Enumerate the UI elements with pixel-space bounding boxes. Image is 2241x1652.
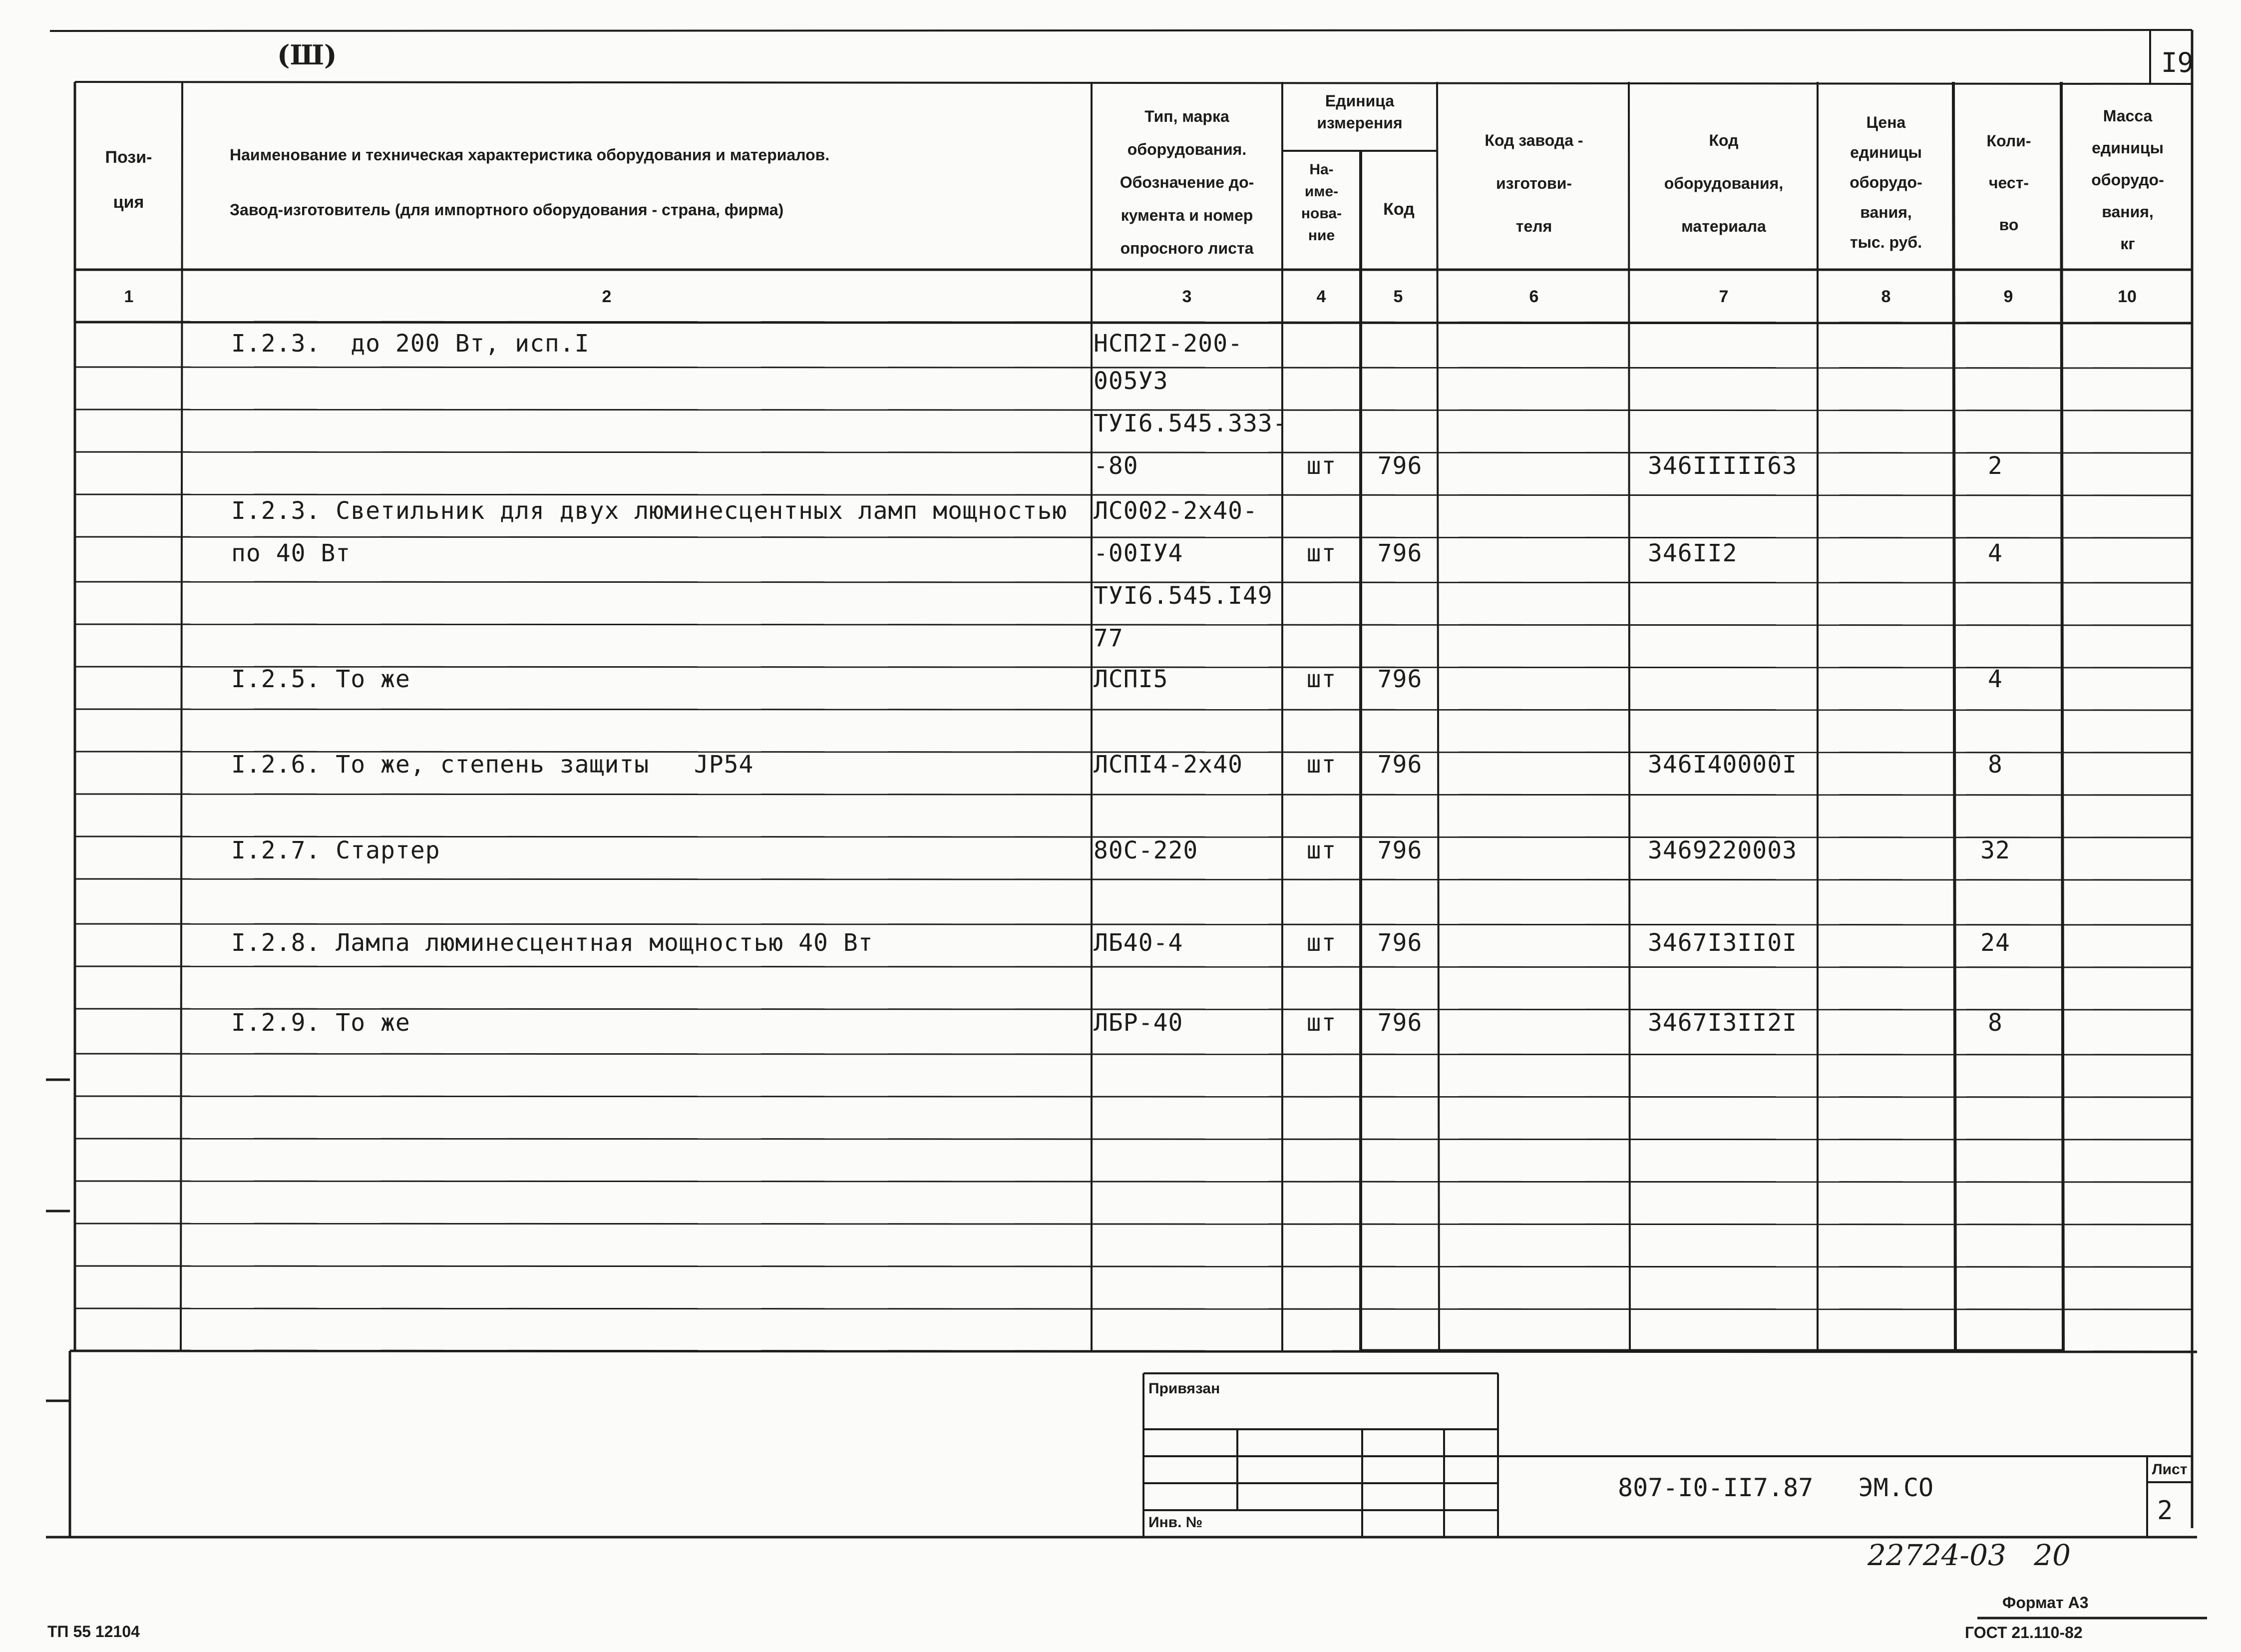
cell-equipment-code: 346I40000I bbox=[1648, 751, 1797, 779]
cell-code: 796 bbox=[1377, 539, 1423, 567]
header-factory-code: Код завода - изготови- теля bbox=[1485, 131, 1583, 235]
print-code: ТП 55 12104 bbox=[47, 1623, 140, 1641]
cell-name: I.2.6. То же, степень защиты ЈР54 bbox=[231, 751, 754, 779]
cell-quantity: 4 bbox=[1988, 665, 2003, 693]
cell-unit: шт bbox=[1306, 751, 1337, 779]
document-designation: 807-I0-II7.87 ЭМ.СО bbox=[1618, 1473, 1934, 1502]
cell-equipment-code: 3467I3II0I bbox=[1648, 929, 1797, 957]
header-position: Пози- ция bbox=[105, 148, 152, 212]
cell-quantity: 8 bbox=[1988, 751, 2003, 779]
gost-label: ГОСТ 21.110-82 bbox=[1965, 1624, 2083, 1642]
cell-code: 796 bbox=[1377, 452, 1423, 480]
cell-name: I.2.5. То же bbox=[231, 665, 410, 693]
stamp-bound-label: Привязан bbox=[1148, 1380, 1220, 1397]
cell-equipment-code: 3469220003 bbox=[1648, 836, 1797, 864]
column-number: 1 bbox=[124, 287, 134, 306]
column-number: 8 bbox=[1881, 287, 1891, 306]
header-name: Наименование и техническая характеристика оборудования и материалов. Завод-изготовитель (для импортного оборудования - страна, фирма) bbox=[230, 146, 830, 219]
cell-type: ЛСПI4-2х40 bbox=[1094, 751, 1243, 779]
header-type: Тип, марка оборудования. Обозначение до- кумента и номер опросного листа bbox=[1120, 107, 1254, 257]
cell-type: ЛБР-40 bbox=[1094, 1009, 1183, 1037]
cell-unit: шт bbox=[1306, 929, 1337, 957]
cell-name: I.2.8. Лампа люминесцентная мощностью 40 Вт bbox=[231, 929, 873, 957]
cell-quantity: 8 bbox=[1988, 1009, 2003, 1037]
cell-unit: шт bbox=[1306, 665, 1337, 693]
column-number: 5 bbox=[1393, 287, 1403, 306]
cell-unit: шт bbox=[1306, 539, 1337, 567]
cell-equipment-code: 346IIIII63 bbox=[1648, 452, 1797, 480]
cell-code: 796 bbox=[1377, 929, 1423, 957]
cell-type: 80С-220 bbox=[1094, 836, 1198, 864]
cell-quantity: 4 bbox=[1988, 539, 2003, 567]
cell-name: по 40 Вт bbox=[231, 539, 351, 567]
column-number: 2 bbox=[602, 287, 612, 306]
header-unit-mass: Масса единицы оборудо- вания, кг bbox=[2091, 107, 2164, 253]
cell-type: 005У3 bbox=[1094, 367, 1168, 395]
header-quantity: Коли- чест- во bbox=[1986, 132, 2031, 234]
column-number: 7 bbox=[1719, 287, 1729, 306]
cell-equipment-code: 3467I3II2I bbox=[1648, 1009, 1797, 1037]
cell-quantity: 32 bbox=[1980, 836, 2010, 864]
cell-unit: шт bbox=[1306, 1009, 1337, 1037]
cell-quantity: 2 bbox=[1988, 452, 2003, 480]
cell-name: I.2.7. Стартер bbox=[231, 836, 440, 864]
header-unit-name: На- име- нова- ние bbox=[1301, 161, 1342, 244]
cell-type: ЛБ40-4 bbox=[1094, 929, 1183, 957]
cell-type: 77 bbox=[1094, 624, 1123, 652]
column-number: 10 bbox=[2118, 287, 2137, 306]
section-mark: (Ш) bbox=[277, 39, 337, 71]
cell-code: 796 bbox=[1377, 836, 1423, 864]
cell-name: I.2.3. до 200 Вт, исп.I bbox=[231, 330, 590, 358]
cell-unit: шт bbox=[1306, 452, 1337, 480]
column-number: 6 bbox=[1529, 287, 1539, 306]
format-label: Формат А3 bbox=[2002, 1594, 2089, 1612]
stamp-inv-label: Инв. № bbox=[1148, 1514, 1203, 1531]
header-equipment-code: Код оборудования, материала bbox=[1664, 131, 1784, 235]
header-unit-price: Цена единицы оборудо- вания, тыс. руб. bbox=[1850, 113, 1922, 251]
sheet-corner-number: I9 bbox=[2161, 47, 2194, 78]
cell-code: 796 bbox=[1377, 1009, 1423, 1037]
cell-type: ТУI6.545.I49 bbox=[1094, 582, 1273, 610]
handwritten-number: 22724-03 20 bbox=[1868, 1538, 2071, 1572]
column-number: 9 bbox=[2003, 287, 2013, 306]
cell-unit: шт bbox=[1306, 836, 1337, 864]
cell-type: -80 bbox=[1094, 452, 1138, 480]
cell-type: ЛСПI5 bbox=[1094, 665, 1168, 693]
cell-type: ТУI6.545.333- bbox=[1094, 410, 1288, 437]
column-number: 4 bbox=[1316, 287, 1326, 306]
cell-name: I.2.3. Светильник для двух люминесцентных ламп мощностью bbox=[231, 497, 1068, 525]
cell-equipment-code: 346II2 bbox=[1648, 539, 1738, 567]
sheet-label: Лист bbox=[2152, 1461, 2188, 1478]
cell-type: ЛС002-2х40- bbox=[1094, 497, 1258, 525]
cell-quantity: 24 bbox=[1980, 929, 2010, 957]
cell-code: 796 bbox=[1377, 665, 1423, 693]
header-unit-group: Единица измерения bbox=[1317, 92, 1403, 132]
cell-type: НСП2I-200- bbox=[1094, 330, 1243, 358]
cell-name: I.2.9. То же bbox=[231, 1009, 410, 1037]
cell-type: -00IУ4 bbox=[1094, 539, 1183, 567]
cell-code: 796 bbox=[1377, 751, 1423, 779]
sheet-number: 2 bbox=[2157, 1496, 2173, 1526]
column-number: 3 bbox=[1182, 287, 1192, 306]
header-unit-code: Код bbox=[1383, 200, 1415, 219]
